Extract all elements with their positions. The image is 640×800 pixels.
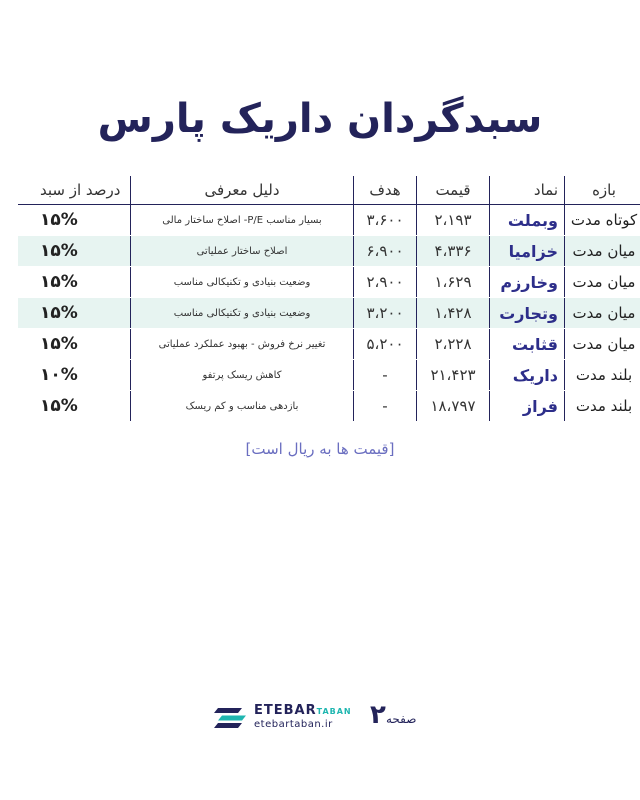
brand-name xyxy=(254,703,352,718)
cell-price: ۱۸،۷۹۷ xyxy=(417,391,490,422)
page-label: صفحه xyxy=(386,712,417,726)
page-title: سبدگردان داریک پارس xyxy=(97,96,543,142)
table-row xyxy=(18,391,640,422)
cell-target: ۳،۶۰۰ xyxy=(354,205,417,236)
cell-price: ۴،۳۳۶ xyxy=(417,236,490,267)
cell-target: - xyxy=(354,391,417,422)
cell-target: - xyxy=(354,360,417,391)
cell-percent: ۱۵% xyxy=(18,329,131,360)
website-url: etebartaban.ir xyxy=(254,719,333,730)
cell-target: ۲،۹۰۰ xyxy=(354,267,417,298)
etebar-logo-icon xyxy=(214,704,248,732)
cell-percent: ۱۵% xyxy=(18,267,131,298)
cell-target: ۶،۹۰۰ xyxy=(354,236,417,267)
cell-price: ۱،۶۲۹ xyxy=(417,267,490,298)
cell-price: ۱،۴۲۸ xyxy=(417,298,490,329)
table-row xyxy=(18,205,640,236)
cell-range: میان مدت xyxy=(565,298,640,329)
cell-percent: ۱۵% xyxy=(18,298,131,329)
table-header-row xyxy=(18,176,640,205)
cell-percent: ۱۵% xyxy=(18,205,131,236)
cell-reason: وضعیت بنیادی و تکنیکالی مناسب xyxy=(131,298,354,329)
brand-main: ETEBAR xyxy=(254,703,317,718)
cell-price: ۲،۱۹۳ xyxy=(417,205,490,236)
portfolio-table xyxy=(18,176,640,422)
cell-percent: ۱۵% xyxy=(18,391,131,422)
cell-percent: ۱۰% xyxy=(18,360,131,391)
table-row xyxy=(18,298,640,329)
cell-percent: ۱۵% xyxy=(18,236,131,267)
cell-reason: کاهش ریسک پرتفو xyxy=(131,360,354,391)
page-number: ۲ xyxy=(370,700,386,730)
cell-range: میان مدت xyxy=(565,236,640,267)
cell-symbol: قثابت xyxy=(490,329,565,360)
cell-price: ۲۱،۴۲۳ xyxy=(417,360,490,391)
cell-target: ۳،۲۰۰ xyxy=(354,298,417,329)
cell-range: بلند مدت xyxy=(565,360,640,391)
cell-symbol: خزامیا xyxy=(490,236,565,267)
brand-sub: TABAN xyxy=(316,707,352,716)
cell-range: میان مدت xyxy=(565,267,640,298)
header-symbol: نماد xyxy=(490,176,565,205)
header-range: بازه xyxy=(565,176,640,205)
cell-symbol: فراز xyxy=(490,391,565,422)
table-row xyxy=(18,360,640,391)
cell-reason: بازدهی مناسب و کم ریسک xyxy=(131,391,354,422)
cell-reason: وضعیت بنیادی و تکنیکالی مناسب xyxy=(131,267,354,298)
table-row xyxy=(18,267,640,298)
cell-range: بلند مدت xyxy=(565,391,640,422)
cell-range: میان مدت xyxy=(565,329,640,360)
cell-symbol: وبملت xyxy=(490,205,565,236)
cell-reason: بسیار مناسب P/E- اصلاح ساختار مالی xyxy=(131,205,354,236)
cell-symbol: وخارزم xyxy=(490,267,565,298)
header-percent: درصد از سبد xyxy=(18,176,131,205)
currency-note: [قیمت ها به ریال است] xyxy=(245,440,395,458)
cell-range: کوتاه مدت xyxy=(565,205,640,236)
cell-price: ۲،۲۲۸ xyxy=(417,329,490,360)
header-reason: دلیل معرفی xyxy=(131,176,354,205)
cell-symbol: وتجارت xyxy=(490,298,565,329)
cell-reason: تغییر نرخ فروش - بهبود عملکرد عملیاتی xyxy=(131,329,354,360)
cell-target: ۵،۲۰۰ xyxy=(354,329,417,360)
table-row xyxy=(18,236,640,267)
header-price: قیمت xyxy=(417,176,490,205)
cell-reason: اصلاح ساختار عملیاتی xyxy=(131,236,354,267)
header-target: هدف xyxy=(354,176,417,205)
table-row xyxy=(18,329,640,360)
cell-symbol: داریک xyxy=(490,360,565,391)
footer-logo xyxy=(214,700,426,736)
